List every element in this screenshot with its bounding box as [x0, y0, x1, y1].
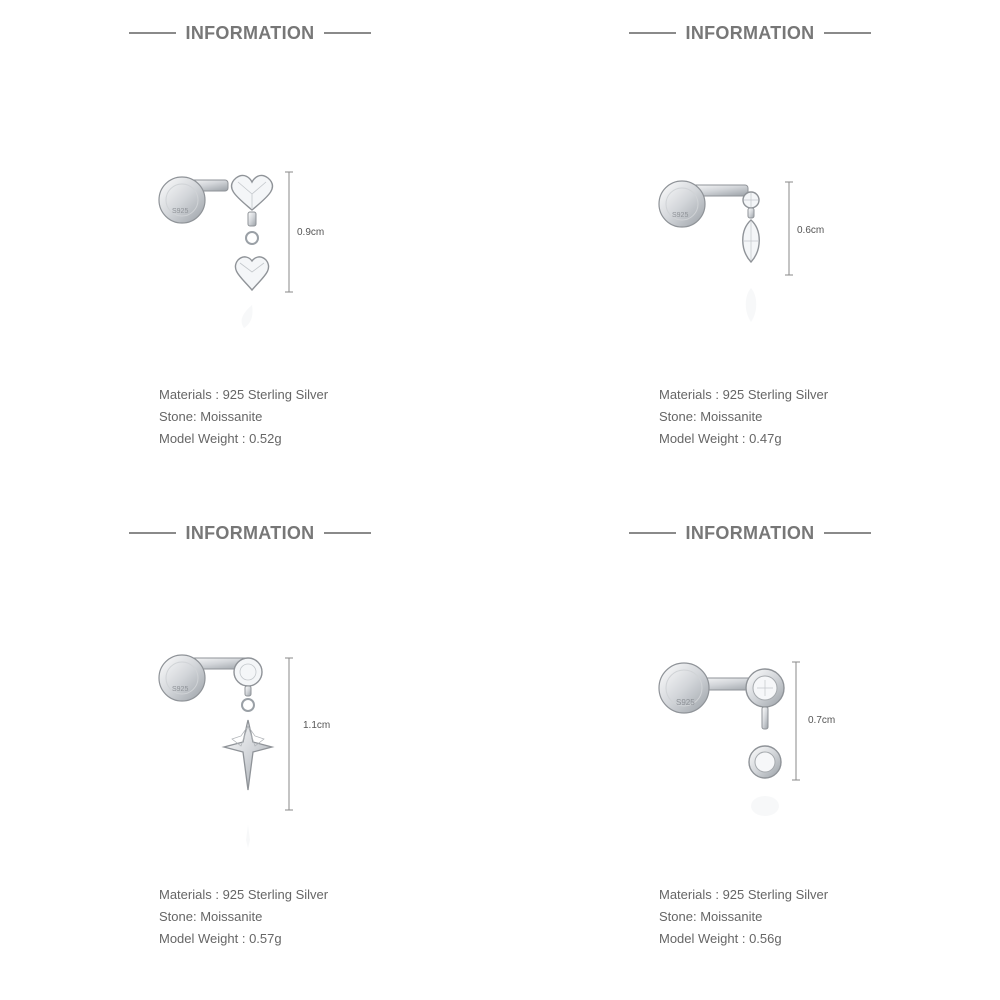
materials-text: Materials : 925 Sterling Silver — [159, 887, 329, 902]
stamp-label: S925 — [672, 212, 689, 219]
weight-text: Model Weight : 0.47g — [659, 431, 782, 446]
round-bezel-earring-icon — [650, 650, 870, 840]
weight-text: Model Weight : 0.57g — [159, 931, 282, 946]
heart-earring-icon — [150, 160, 370, 350]
header-rule-right — [824, 32, 871, 34]
earring-image — [150, 160, 370, 350]
stone-text: Stone: Moissanite — [659, 409, 763, 424]
header-rule-right — [324, 32, 371, 34]
product-card-4 — [500, 500, 1000, 1000]
weight-text: Model Weight : 0.52g — [159, 431, 282, 446]
stone-text: Stone: Moissanite — [659, 909, 763, 924]
spec-list — [159, 884, 459, 950]
star-earring-icon — [150, 650, 370, 850]
dimension-label: 0.6cm — [797, 225, 825, 236]
header-rule-left — [129, 532, 176, 534]
spec-list — [659, 384, 959, 450]
materials-text: Materials : 925 Sterling Silver — [159, 387, 329, 402]
materials-text: Materials : 925 Sterling Silver — [659, 387, 829, 402]
section-header — [125, 519, 375, 547]
header-rule-left — [129, 32, 176, 34]
weight-text: Model Weight : 0.56g — [659, 931, 782, 946]
dimension-label: 0.9cm — [297, 227, 325, 238]
stamp-label: S925 — [676, 698, 695, 707]
header-rule-right — [324, 532, 371, 534]
materials-text: Materials : 925 Sterling Silver — [659, 887, 829, 902]
marquise-earring-icon — [650, 160, 870, 350]
stamp-label: S925 — [172, 686, 189, 693]
stone-text: Stone: Moissanite — [159, 909, 263, 924]
header-rule-right — [824, 532, 871, 534]
section-header — [625, 19, 875, 47]
stone-text: Stone: Moissanite — [159, 409, 263, 424]
section-title: INFORMATION — [685, 522, 815, 543]
dimension-label: 0.7cm — [808, 715, 836, 726]
earring-image — [650, 160, 870, 350]
spec-list — [659, 884, 959, 950]
header-rule-left — [629, 532, 676, 534]
header-rule-left — [629, 32, 676, 34]
earring-image — [150, 650, 370, 840]
section-header — [625, 519, 875, 547]
section-title: INFORMATION — [185, 522, 315, 543]
spec-list — [159, 384, 459, 450]
product-card-3 — [0, 500, 500, 1000]
product-card-2 — [500, 0, 1000, 500]
section-title: INFORMATION — [685, 22, 815, 43]
section-title: INFORMATION — [185, 22, 315, 43]
dimension-label: 1.1cm — [303, 720, 331, 731]
earring-image — [650, 650, 870, 840]
product-card-1 — [0, 0, 500, 500]
stamp-label: S925 — [172, 208, 189, 215]
section-header — [125, 19, 375, 47]
